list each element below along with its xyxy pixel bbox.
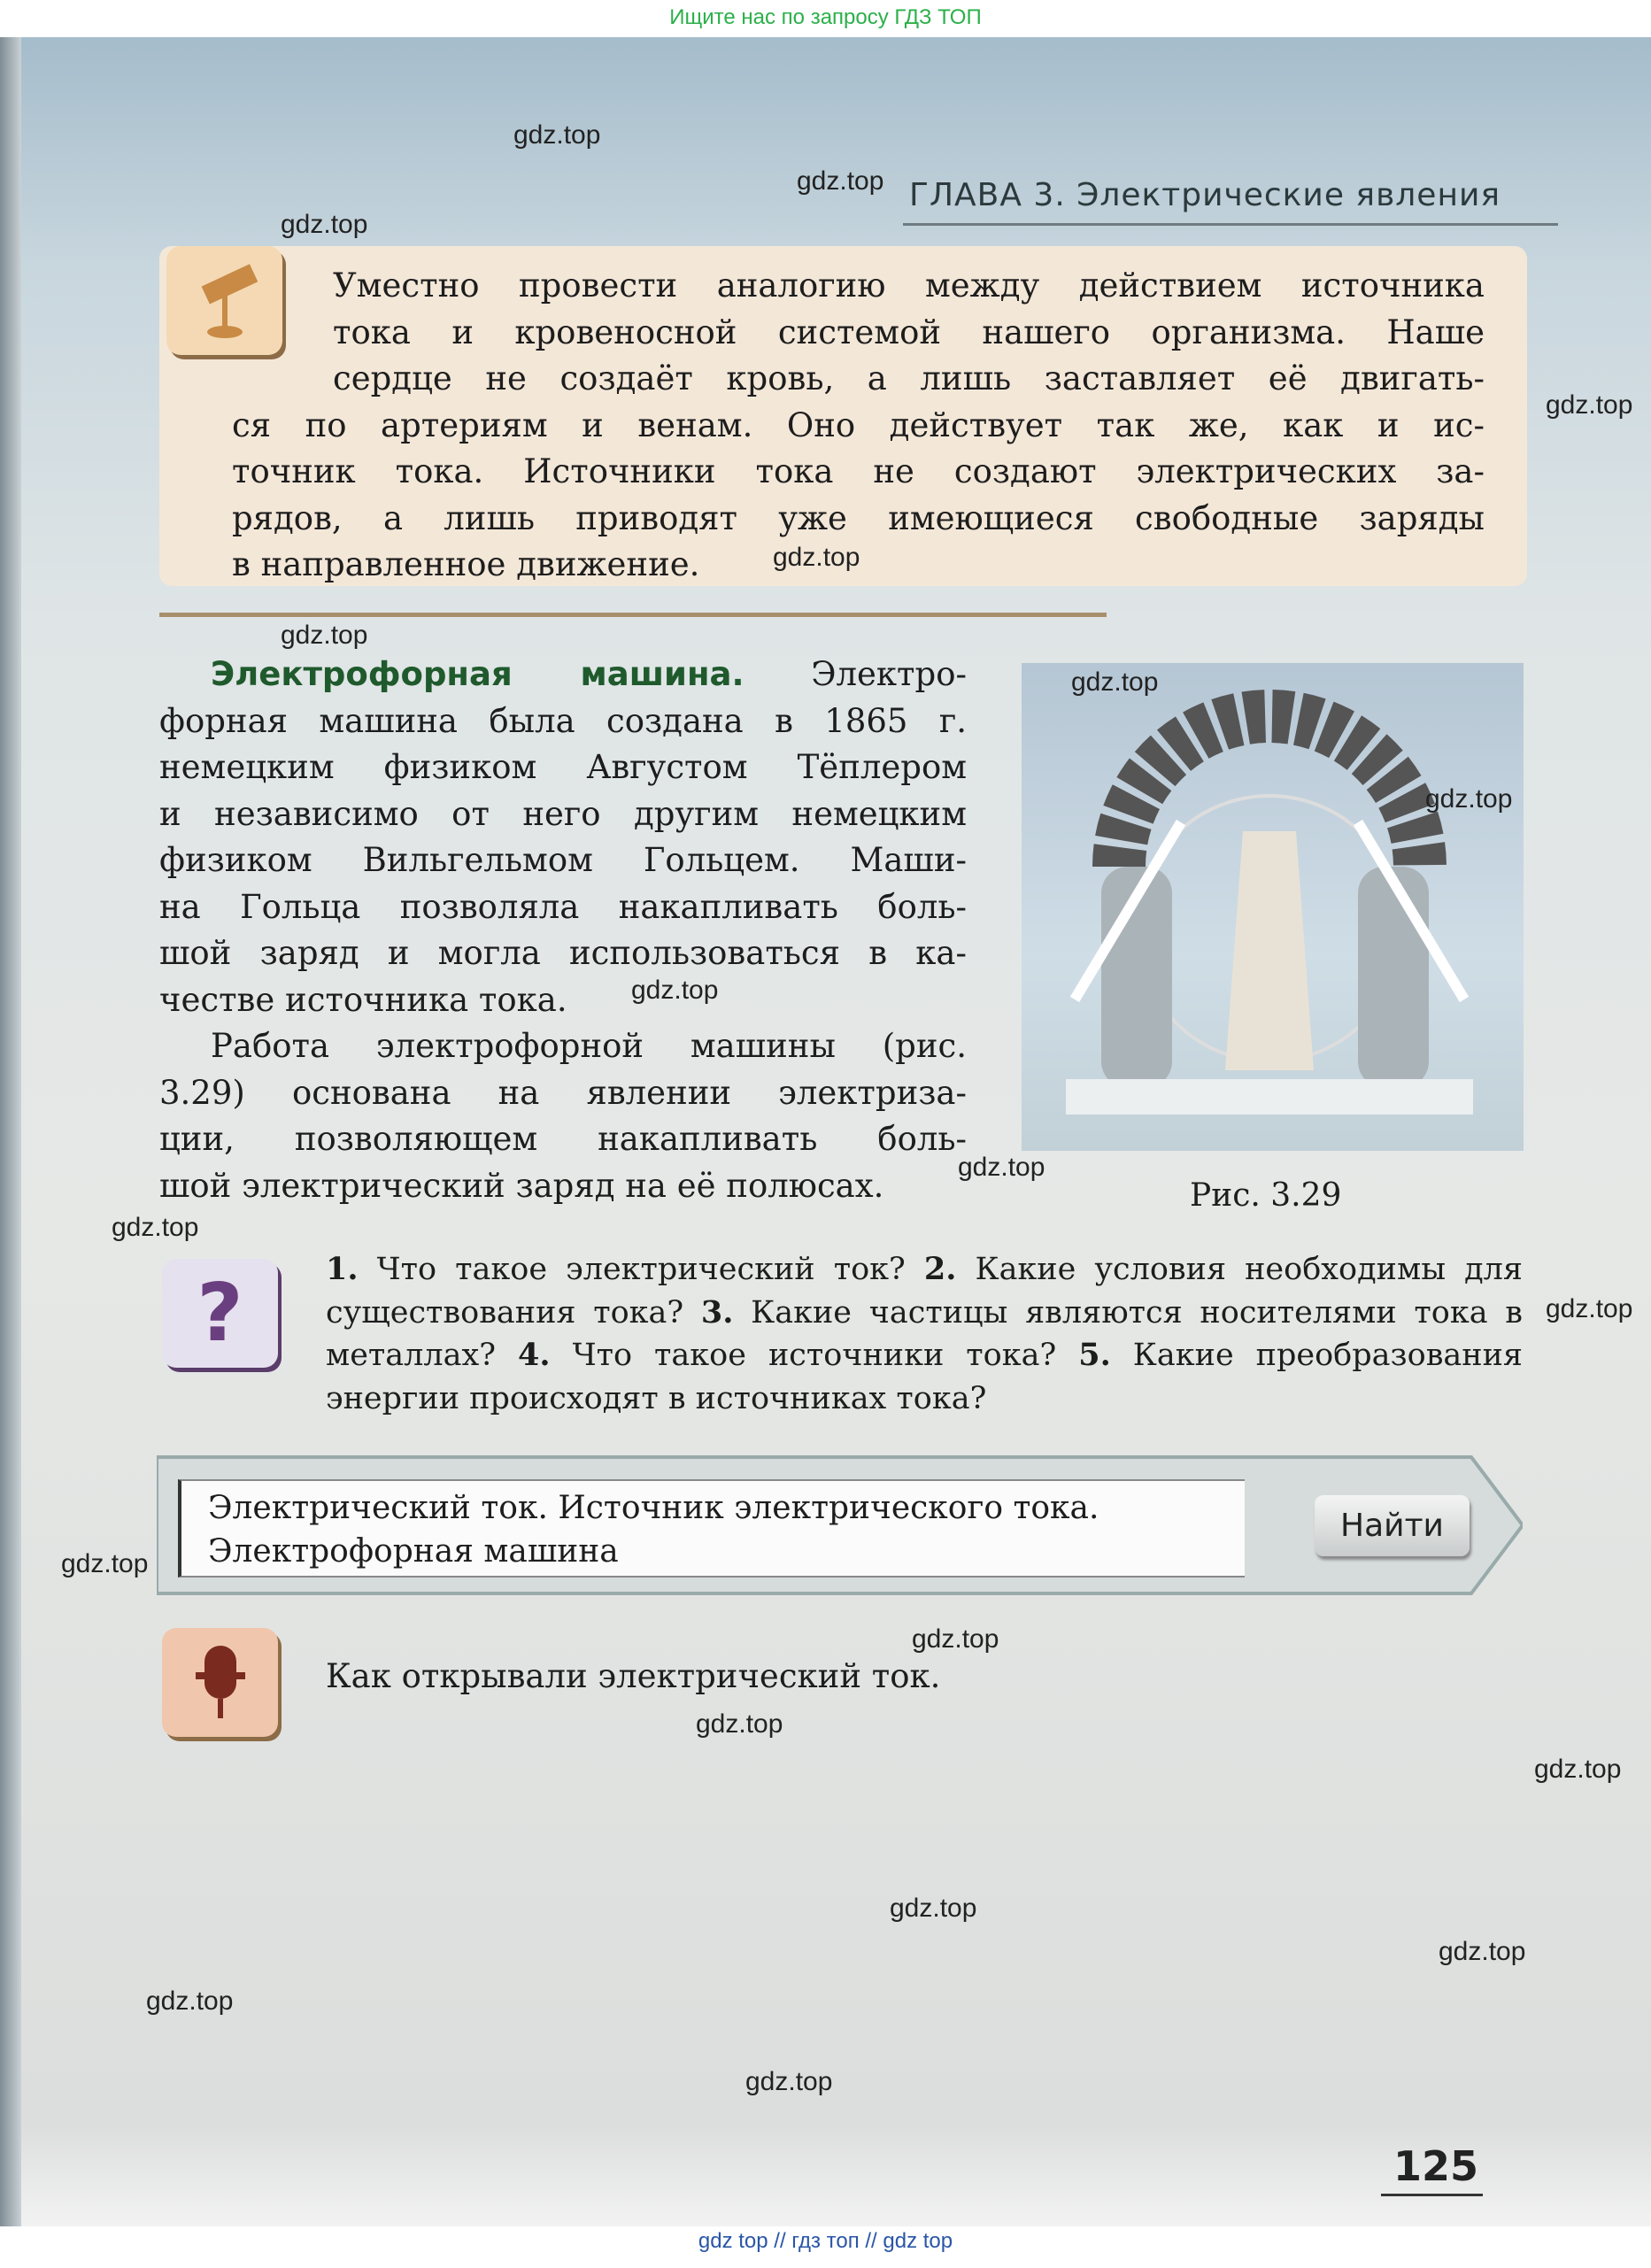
- chapter-underline: [903, 223, 1558, 226]
- callout-line: точник тока. Источники тока не создают электрических за-: [232, 452, 1485, 490]
- watermark: gdz.top: [61, 1549, 149, 1578]
- watermark: gdz.top: [797, 166, 884, 196]
- watermark: gdz.top: [958, 1153, 1045, 1182]
- top-banner: Ищите нас по запросу ГДЗ ТОП: [0, 0, 1651, 37]
- watermark: gdz.top: [281, 210, 368, 239]
- question-text: Что такое электрический ток?: [358, 1252, 924, 1287]
- watermark: gdz.top: [281, 621, 368, 650]
- watermark: gdz.top: [1534, 1755, 1622, 1784]
- watermark: gdz.top: [112, 1213, 199, 1242]
- book-spine: [0, 35, 21, 2226]
- body-line-text: Электро-: [811, 655, 967, 693]
- find-button[interactable]: Найти: [1315, 1495, 1470, 1556]
- watermark: gdz.top: [1071, 667, 1159, 697]
- watermark: gdz.top: [631, 976, 719, 1005]
- callout-line: ся по артериям и венам. Оно действует так же, как и ис-: [232, 405, 1485, 444]
- callout-line: сердце не создаёт кровь, а лишь заставляет её двигать-: [333, 359, 1485, 397]
- watermark: gdz.top: [1546, 1294, 1633, 1323]
- watermark: gdz.top: [146, 1986, 234, 2016]
- section-heading: Электрофорная машина.: [211, 655, 744, 693]
- search-query-line2: Электрофорная машина: [208, 1533, 619, 1570]
- watermark: gdz.top: [773, 543, 860, 572]
- question-number: 3.: [700, 1293, 734, 1331]
- electrophore-machine-photo: [1022, 663, 1524, 1151]
- footer: gdz top // гдз топ // gdz top: [698, 2229, 953, 2253]
- callout-line: тока и кровеносной системой нашего организма. Наше: [333, 312, 1485, 351]
- question-number: 2.: [923, 1251, 957, 1287]
- questions-text: [326, 1248, 1523, 1420]
- question-number: 5.: [1078, 1337, 1111, 1373]
- search-query-line1: Электрический ток. Источник электрического тока.: [208, 1490, 1099, 1526]
- watermark: gdz.top: [696, 1709, 783, 1739]
- callout-text: [232, 263, 1485, 589]
- question-number: 4.: [518, 1337, 551, 1373]
- question-text: Какие преобразования энергии происходят в источниках тока?: [326, 1338, 1523, 1416]
- watermark: gdz.top: [912, 1624, 999, 1654]
- watermark: gdz.top: [513, 120, 601, 150]
- divider: [159, 613, 1107, 617]
- question-icon: ?: [162, 1259, 278, 1368]
- watermark: gdz.top: [745, 2067, 833, 2096]
- callout-line: Уместно провести аналогию между действием источника: [333, 266, 1485, 305]
- microphone-icon: [162, 1628, 278, 1737]
- body-line: немецким физиком Августом Тёплером: [159, 748, 967, 786]
- body-line: шой электрический заряд на её полюсах.: [159, 1166, 884, 1205]
- body-line: форная машина была создана в 1865 г.: [159, 701, 967, 740]
- body-line: физиком Вильгельмом Гольцем. Маши-: [159, 841, 967, 879]
- callout-line: рядов, а лишь приводят уже имеющиеся свободные заряды: [232, 498, 1485, 537]
- body-text: [159, 652, 967, 1209]
- audio-link[interactable]: Как открывали электрический ток.: [326, 1657, 941, 1695]
- watermark: gdz.top: [1546, 390, 1633, 420]
- question-text: Какие частицы являются носителями тока в металлах?: [326, 1294, 1524, 1373]
- watermark: gdz.top: [1439, 1937, 1526, 1966]
- body-line: на Гольца позволяла накапливать боль-: [159, 887, 967, 926]
- body-line: честве источника тока.: [159, 980, 567, 1019]
- question-text: Какие условия необходимы для существования тока?: [326, 1252, 1523, 1331]
- question-text: Что такое источники тока?: [550, 1338, 1079, 1373]
- callout-line: в направленное движение.: [232, 545, 700, 583]
- page-number-underline: [1381, 2194, 1483, 2196]
- body-line: [159, 652, 967, 698]
- chapter-title: ГЛАВА 3. Электрические явления: [909, 177, 1501, 213]
- body-line: 3.29) основана на явлении электриза-: [159, 1073, 967, 1112]
- watermark: gdz.top: [1425, 784, 1513, 814]
- body-line: Работа электрофорной машины (рис.: [211, 1027, 967, 1065]
- body-line: и независимо от него другим немецким: [159, 794, 967, 833]
- question-number: 1.: [326, 1251, 359, 1287]
- body-line: ции, позволяющем накапливать боль-: [159, 1120, 967, 1158]
- body-line: шой заряд и могла использоваться в ка-: [159, 934, 967, 972]
- watermark: gdz.top: [890, 1894, 977, 1923]
- page-number: 125: [1393, 2142, 1479, 2190]
- figure-caption: Рис. 3.29: [1190, 1177, 1342, 1214]
- search-input[interactable]: [178, 1479, 1245, 1578]
